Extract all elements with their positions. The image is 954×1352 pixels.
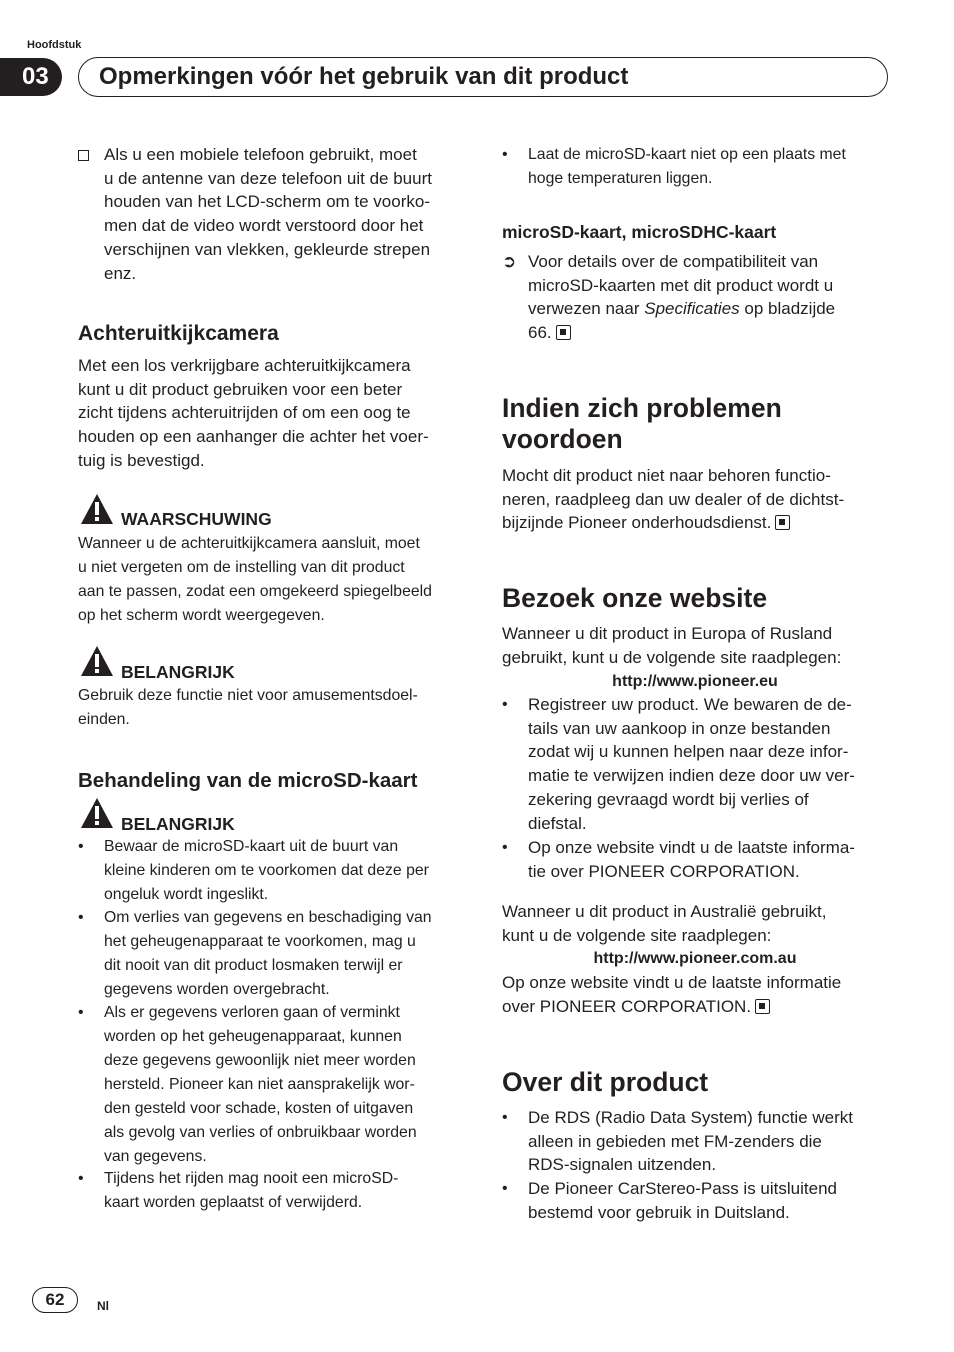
text-line: Registreer uw product. We bewaren de de- <box>528 695 852 714</box>
text-line: op het scherm wordt weergegeven. <box>78 607 325 624</box>
important-title: BELANGRIJK <box>121 662 235 682</box>
text-line: zodat wij u kunnen helpen naar deze infor- <box>528 742 849 762</box>
rear-camera-heading: Achteruitkijkcamera <box>78 322 279 345</box>
text-line: dit nooit van dit product losmaken terwijl er <box>104 957 403 974</box>
text-line: Als er gegevens verloren gaan of verminkt <box>104 1004 400 1021</box>
intro-note <box>78 143 478 285</box>
chapter-title-box <box>78 57 888 97</box>
arrow-right-icon: ➲ <box>502 252 517 271</box>
text-line: zicht tijdens achteruitrijden of om een oog te <box>78 403 411 423</box>
problems-text <box>502 464 902 535</box>
text-line: van gegevens. <box>104 1148 207 1165</box>
text-line: tails van uw aankoop in onze bestanden <box>528 718 831 738</box>
text-line: tuig is bevestigd. <box>78 450 205 470</box>
text-line: Laat de microSD-kaart niet op een plaats met <box>528 146 846 163</box>
website-au-intro <box>502 900 902 947</box>
website-au-outro <box>502 971 902 1018</box>
warning-text <box>78 532 478 628</box>
text-line: Wanneer u de achteruitkijkcamera aansluit, moet <box>78 535 420 552</box>
checkbox-note-icon <box>78 150 89 161</box>
text-line: u niet vergeten om de instelling van dit product <box>78 559 405 576</box>
text-line: enz. <box>104 263 137 283</box>
text-line: alleen in gebieden met FM-zenders die <box>528 1131 822 1151</box>
text-line: diefstal. <box>528 813 587 833</box>
list-item <box>78 835 478 907</box>
text-line: Voor details over de compatibiliteit van <box>528 252 819 271</box>
important-triangle-icon <box>80 645 114 677</box>
list-item <box>502 1177 902 1224</box>
text-line: den gesteld voor schade, kosten of uitgaven <box>104 1100 414 1117</box>
bullet-icon: • <box>502 146 508 163</box>
bullet-icon: • <box>502 696 508 713</box>
bullet-icon: • <box>502 1109 508 1126</box>
text-line: deze gegevens gewoonlijk niet meer worden <box>104 1052 416 1069</box>
text-span: op bladzijde <box>739 299 836 319</box>
url-eu-link[interactable]: http://www.pioneer.eu <box>612 673 778 690</box>
text-line: worden op het geheugenapparaat, kunnen <box>104 1028 402 1045</box>
text-line: u de antenne van deze telefoon uit de buurt <box>104 168 432 188</box>
list-item <box>502 1106 902 1177</box>
heading-line: Indien zich problemen <box>502 393 782 423</box>
text-line: Op onze website vindt u de laatste informa- <box>528 838 855 857</box>
text-line: houden op een aanhanger die achter het voer- <box>78 427 429 447</box>
list-item <box>502 836 902 883</box>
list-item <box>78 1167 478 1215</box>
text-line: gegevens worden overgebracht. <box>104 981 330 998</box>
text-line: kaart worden geplaatst of verwijderd. <box>104 1194 363 1211</box>
important-text <box>78 684 478 732</box>
text-line: einden. <box>78 711 130 728</box>
text-line: microSD-kaarten met dit product wordt u <box>528 275 834 295</box>
text-line: Wanneer u dit product in Australië gebruikt, <box>502 902 827 921</box>
rear-camera-text <box>78 354 478 473</box>
text-line: Als u een mobiele telefoon gebruikt, moet <box>104 145 417 164</box>
text-span: over PIONEER CORPORATION. <box>502 996 752 1016</box>
page-number: 62 <box>32 1287 78 1313</box>
chapter-label: Hoofdstuk <box>27 39 82 51</box>
text-line: gebruikt, kunt u de volgende site raadplegen: <box>502 647 842 667</box>
text-line: Mocht dit product niet naar behoren functio- <box>502 466 831 485</box>
microsd-heading: Behandeling van de microSD-kaart <box>78 769 418 792</box>
bullet-icon: • <box>78 909 84 926</box>
text-line: houden van het LCD-scherm om te voorko- <box>104 192 430 212</box>
bullet-icon: • <box>78 838 84 855</box>
website-heading: Bezoek onze website <box>502 583 768 613</box>
important-triangle-icon <box>80 797 114 829</box>
text-line: kleine kinderen om te voorkomen dat deze per <box>104 862 429 879</box>
warning-title: WAARSCHUWING <box>121 509 272 529</box>
text-line: neren, raadpleeg dan uw dealer of de dichtst- <box>502 489 845 509</box>
text-line: De RDS (Radio Data System) functie werkt <box>528 1108 853 1127</box>
intro-note-text <box>104 143 478 285</box>
list-item <box>502 693 902 835</box>
text-line: ongeluk wordt ingeslikt. <box>104 886 269 903</box>
text-line: kunt u de volgende site raadplegen: <box>502 925 772 945</box>
bullet-icon: • <box>78 1004 84 1021</box>
text-line: De Pioneer CarStereo-Pass is uitsluitend <box>528 1179 837 1198</box>
text-line: tie over PIONEER CORPORATION. <box>528 861 800 881</box>
text-span: verwezen naar <box>528 299 645 319</box>
text-line: matie te verwijzen indien deze door uw ver- <box>528 766 855 786</box>
text-line: Wanneer u dit product in Europa of Rusland <box>502 624 833 643</box>
website-intro <box>502 622 902 669</box>
end-mark-icon <box>775 515 790 530</box>
text-line: bestemd voor gebruik in Duitsland. <box>528 1202 790 1222</box>
text-line: aan te passen, zodat een omgekeerd spiegelbeeld <box>78 583 432 600</box>
text-span: bijzijnde Pioneer onderhoudsdienst. <box>502 513 772 533</box>
microsd-important-title: BELANGRIJK <box>121 814 235 834</box>
text-line: hoge temperaturen liggen. <box>528 170 713 187</box>
text-line <box>502 995 902 1019</box>
list-item <box>502 143 902 191</box>
text-line <box>502 511 902 535</box>
list-item <box>78 1001 478 1169</box>
text-line: verschijnen van vlekken, gekleurde strepen <box>104 239 431 259</box>
text-line: kunt u dit product gebruiken voor een beter <box>78 379 403 399</box>
language-code: Nl <box>97 1299 109 1313</box>
sdhc-note <box>502 250 902 345</box>
text-line: Tijdens het rijden mag nooit een microSD- <box>104 1170 399 1187</box>
warning-triangle-icon <box>80 493 114 525</box>
text-line: Bewaar de microSD-kaart uit de buurt van <box>104 838 399 855</box>
text-span: 66. <box>528 323 552 343</box>
chapter-title: Opmerkingen vóór het gebruik van dit product <box>99 63 629 90</box>
text-line: men dat de video wordt verstoord door het <box>104 216 424 236</box>
text-line: Gebruik deze functie niet voor amusementsdoel- <box>78 687 418 704</box>
url-au-link[interactable]: http://www.pioneer.com.au <box>593 950 797 967</box>
end-mark-icon <box>755 999 770 1014</box>
text-line <box>528 297 902 321</box>
bullet-icon: • <box>78 1170 84 1187</box>
bullet-icon: • <box>502 1180 508 1197</box>
text-line: Op onze website vindt u de laatste informatie <box>502 973 842 992</box>
text-line: hersteld. Pioneer kan niet aansprakelijk wor- <box>104 1076 415 1093</box>
end-mark-icon <box>556 325 571 340</box>
text-line: als gevolg van verlies of onbruikbaar worden <box>104 1124 417 1141</box>
about-heading: Over dit product <box>502 1067 709 1097</box>
sdhc-heading: microSD-kaart, microSDHC-kaart <box>502 222 777 242</box>
text-line <box>528 321 902 345</box>
text-line: Om verlies van gegevens en beschadiging van <box>104 909 432 926</box>
text-line: zekering gevraagd wordt bij verlies of <box>528 789 809 809</box>
text-line: het geheugenapparaat te voorkomen, mag u <box>104 933 416 950</box>
specificaties-reference: Specificaties <box>644 299 740 319</box>
list-item <box>78 906 478 1002</box>
text-line: Met een los verkrijgbare achteruitkijkcamera <box>78 356 411 375</box>
heading-line: voordoen <box>502 424 623 454</box>
text-line: RDS-signalen uitzenden. <box>528 1155 717 1175</box>
chapter-number: 03 <box>0 58 62 96</box>
problems-heading <box>502 393 782 455</box>
bullet-icon: • <box>502 839 508 856</box>
